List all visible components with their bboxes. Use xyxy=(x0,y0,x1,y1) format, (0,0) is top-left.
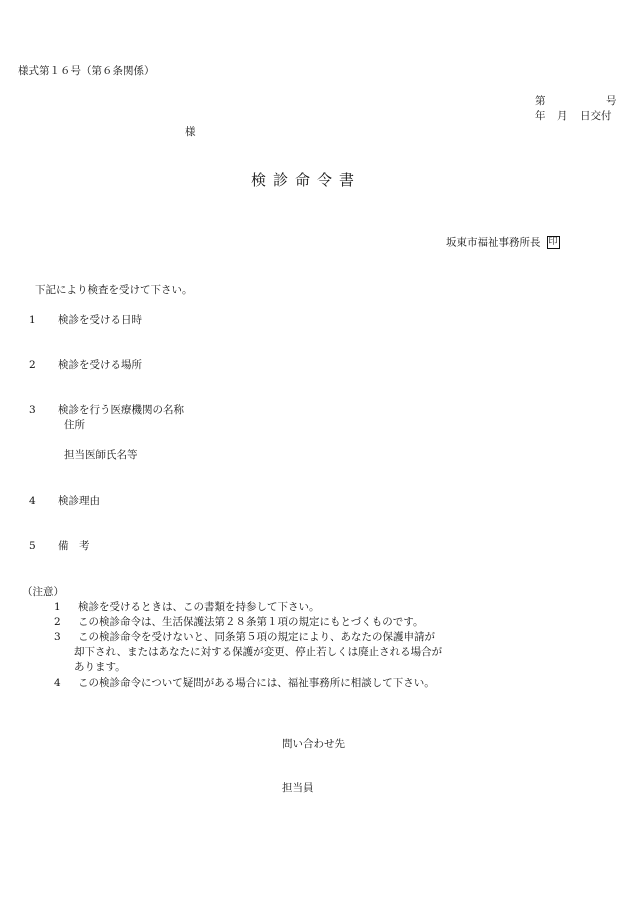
item-5-label: 備 考 xyxy=(58,540,90,552)
item-2-number: 2 xyxy=(29,359,36,371)
note-3-text-line-1: この検診命令を受けないと、同条第５項の規定により、あなたの保護申請が xyxy=(78,631,435,643)
note-3-text-line-3: あります。 xyxy=(74,661,126,673)
note-2-text: この検診命令は、生活保護法第２８条第１項の規定にもとづくものです。 xyxy=(78,616,424,628)
page-title: 検診命令書 xyxy=(251,171,362,189)
item-3-label: 検診を行う医療機関の名称 xyxy=(58,404,184,416)
note-1-text: 検診を受けるときは、この書類を持参して下さい。 xyxy=(78,601,320,613)
item-4-number: 4 xyxy=(29,495,36,507)
form-label: 様式第１６号（第６条関係） xyxy=(18,65,155,77)
note-3-number: 3 xyxy=(54,631,61,643)
issuer-name: 坂東市福祉事務所長 xyxy=(446,236,541,249)
item-3-address-label: 住所 xyxy=(64,419,85,431)
notes-heading: （注意） xyxy=(22,586,64,598)
note-4-text: この検診命令について疑問がある場合には、福祉事務所に相談して下さい。 xyxy=(78,677,435,689)
seal-mark: 印 xyxy=(548,237,558,247)
item-3-doctor-label: 担当医師氏名等 xyxy=(64,449,138,461)
note-4-number: 4 xyxy=(54,677,61,689)
date-issued: 日交付 xyxy=(580,110,612,122)
recipient-suffix: 様 xyxy=(185,126,196,138)
document-number-prefix: 第 xyxy=(535,95,546,107)
item-4-label: 検診理由 xyxy=(58,495,100,507)
item-2-label: 検診を受ける場所 xyxy=(58,359,142,371)
contact-label: 問い合わせ先 xyxy=(282,738,345,750)
note-2-number: 2 xyxy=(54,616,61,628)
document-number-suffix: 号 xyxy=(606,95,617,107)
note-3-text-line-2: 却下され、またはあなたに対する保護が変更、停止若しくは廃止される場合が xyxy=(74,646,443,658)
date-year: 年 xyxy=(535,110,546,122)
item-3-number: 3 xyxy=(29,404,36,416)
item-1-number: 1 xyxy=(29,314,36,326)
intro-text: 下記により検査を受けて下さい。 xyxy=(35,284,193,296)
item-5-number: 5 xyxy=(29,540,36,552)
staff-label: 担当員 xyxy=(282,782,314,794)
issuer-block xyxy=(446,236,560,249)
item-1-label: 検診を受ける日時 xyxy=(58,314,142,326)
note-1-number: 1 xyxy=(54,601,61,613)
date-month: 月 xyxy=(557,110,568,122)
